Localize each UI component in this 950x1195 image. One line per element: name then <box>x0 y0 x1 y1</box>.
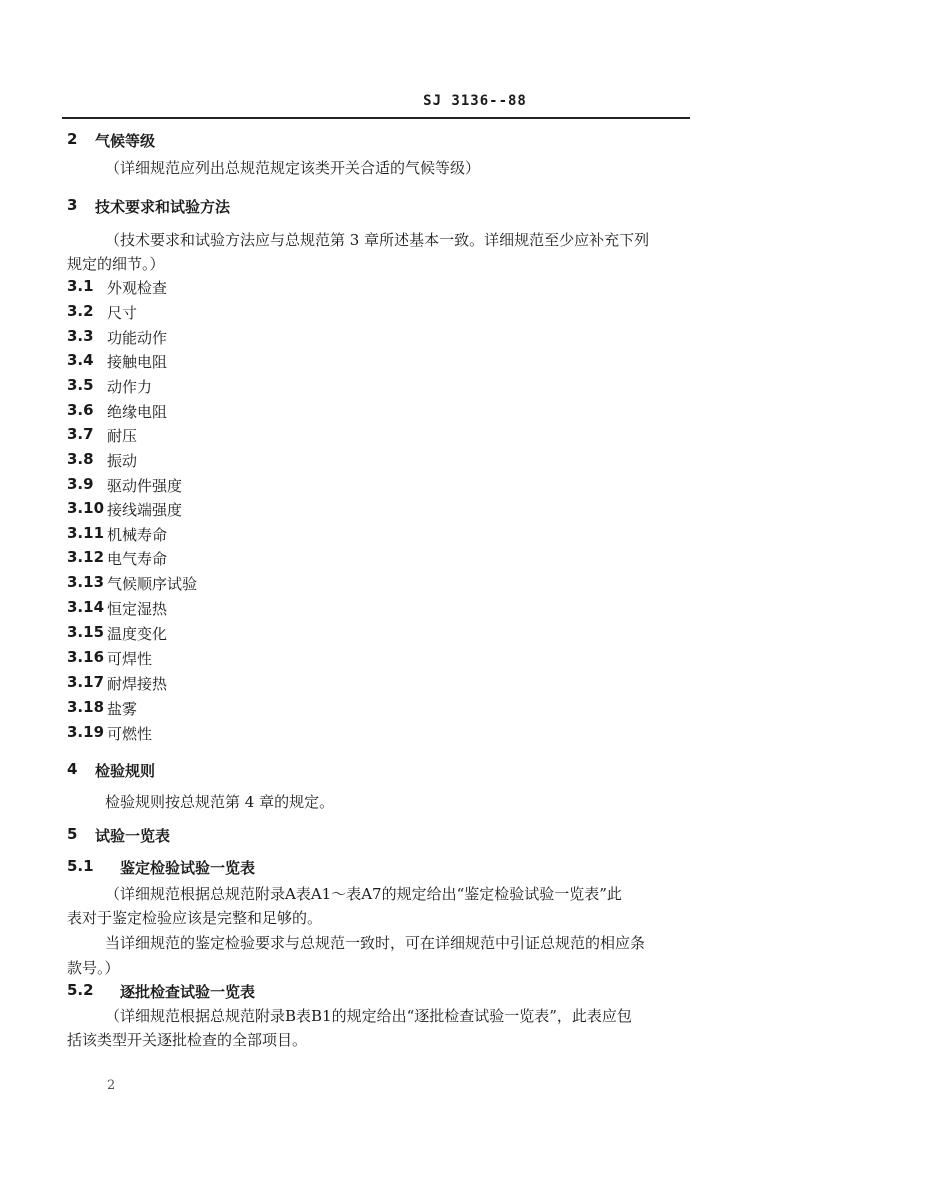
item-label: 振动 <box>107 452 138 470</box>
item-number: 3.11 <box>67 524 105 542</box>
subsection-5-1-p2-line2: 款号。） <box>67 959 120 977</box>
item-number: 3.5 <box>67 376 94 394</box>
section-number: 3 <box>67 196 78 214</box>
item-number: 3.7 <box>67 425 94 443</box>
subsection-number: 5.2 <box>67 981 94 999</box>
subsection-title: 逐批检查试验一览表 <box>120 983 256 1001</box>
item-number: 3.6 <box>67 401 94 419</box>
document-code-header: SJ 3136--88 <box>423 93 527 109</box>
item-label: 驱动件强度 <box>107 477 183 495</box>
subsection-5-2-p-line1: （详细规范根据总规范附录B表B1的规定给出“逐批检查试验一览表”，此表应包 <box>105 1007 632 1025</box>
item-number: 3.9 <box>67 475 94 493</box>
item-label: 温度变化 <box>107 625 168 643</box>
section-title: 技术要求和试验方法 <box>95 198 231 216</box>
subsection-5-1-p1-line1: （详细规范根据总规范附录A表A1～表A7的规定给出“鉴定检验试验一览表”此 <box>105 885 622 903</box>
item-label: 机械寿命 <box>107 526 168 544</box>
section-title: 气候等级 <box>95 132 156 150</box>
item-label: 气候顺序试验 <box>107 575 198 593</box>
item-number: 3.14 <box>67 598 105 616</box>
page-number: 2 <box>107 1078 116 1093</box>
item-number: 3.12 <box>67 548 105 566</box>
item-label: 耐压 <box>107 427 138 445</box>
item-label: 可燃性 <box>107 725 153 743</box>
item-number: 3.13 <box>67 573 105 591</box>
item-label: 动作力 <box>107 378 153 396</box>
subsection-number: 5.1 <box>67 857 94 875</box>
subsection-5-1-p1-line2: 表对于鉴定检验应该是完整和足够的。 <box>67 909 323 927</box>
section-title: 检验规则 <box>95 762 156 780</box>
item-label: 耐焊接热 <box>107 675 168 693</box>
item-number: 3.17 <box>67 673 105 691</box>
item-label: 外观检查 <box>107 279 168 297</box>
item-number: 3.4 <box>67 351 94 369</box>
item-label: 盐雾 <box>107 700 138 718</box>
item-label: 接触电阻 <box>107 353 168 371</box>
header-rule <box>62 117 690 119</box>
section-3-note-line1: （技术要求和试验方法应与总规范第 3 章所述基本一致。详细规范至少应补充下列 <box>105 231 650 249</box>
item-label: 恒定湿热 <box>107 600 168 618</box>
section-number: 4 <box>67 760 78 778</box>
item-label: 尺寸 <box>107 304 138 322</box>
subsection-5-2-p-line2: 括该类型开关逐批检查的全部项目。 <box>67 1031 308 1049</box>
item-label: 可焊性 <box>107 650 153 668</box>
item-number: 3.16 <box>67 648 105 666</box>
item-number: 3.8 <box>67 450 94 468</box>
item-number: 3.10 <box>67 499 105 517</box>
item-number: 3.3 <box>67 327 94 345</box>
item-number: 3.18 <box>67 698 105 716</box>
section-title: 试验一览表 <box>95 827 171 845</box>
item-label: 接线端强度 <box>107 501 183 519</box>
subsection-title: 鉴定检验试验一览表 <box>120 859 256 877</box>
section-2-note: （详细规范应列出总规范规定该类开关合适的气候等级） <box>105 159 481 177</box>
item-label: 绝缘电阻 <box>107 403 168 421</box>
item-number: 3.2 <box>67 302 94 320</box>
subsection-5-1-p2-line1: 当详细规范的鉴定检验要求与总规范一致时，可在详细规范中引证总规范的相应条 <box>105 934 646 952</box>
item-number: 3.15 <box>67 623 105 641</box>
item-label: 电气寿命 <box>107 550 168 568</box>
item-number: 3.1 <box>67 277 94 295</box>
section-4-text: 检验规则按总规范第 4 章的规定。 <box>105 793 335 811</box>
section-number: 5 <box>67 825 78 843</box>
section-number: 2 <box>67 130 78 148</box>
section-3-note-line2: 规定的细节。） <box>67 255 165 273</box>
item-number: 3.19 <box>67 723 105 741</box>
item-label: 功能动作 <box>107 329 168 347</box>
